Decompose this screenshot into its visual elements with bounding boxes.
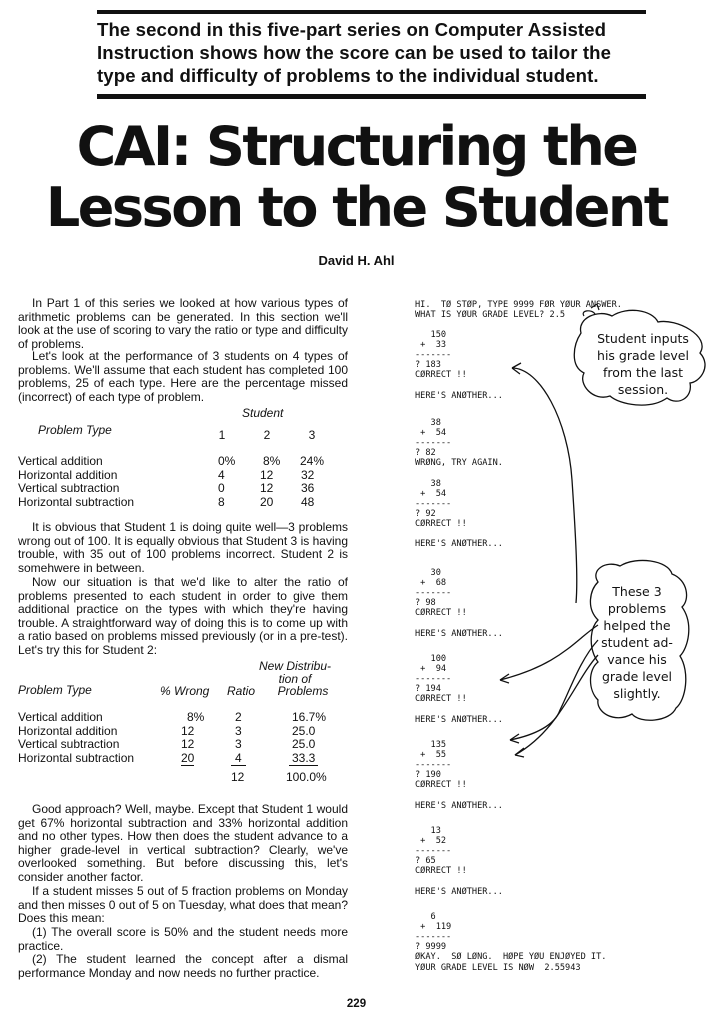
printout-line: -------: [415, 760, 452, 771]
arrow-curve: [510, 640, 598, 740]
printout-line: CØRRECT !!: [415, 866, 467, 877]
table-row-label: Horizontal addition: [18, 724, 118, 738]
deck-line: The second in this five-part series on Computer Assisted: [97, 19, 607, 40]
printout-line: -------: [415, 846, 452, 857]
table-cell: 8%: [263, 454, 281, 468]
table-row-label: Horizontal subtraction: [18, 495, 135, 509]
printout-line: + 94: [415, 664, 447, 675]
printout-line: 135: [415, 740, 447, 750]
paragraph: Good approach? Well, maybe. Except that Student 1 would get 67% horizontal subtraction and 33% horizontal addition and no other types. How then does the student advance to a higher grade-level in vertical subtraction? Clearly, we've overlooked something. But before discussing this, let's consider another factor.: [18, 802, 348, 884]
table-total: 12: [231, 770, 245, 784]
printout-line: -------: [415, 674, 452, 685]
printout-line: ? 194: [415, 684, 441, 695]
printout-line: 30: [415, 568, 441, 578]
table-cell: 24%: [300, 454, 325, 468]
deck-line: Instruction shows how the score can be used to tailor the: [97, 42, 612, 63]
printout-line: HI. TØ STØP, TYPE 9999 FØR YØUR ANSWER.: [415, 300, 622, 310]
table-cell: 12: [181, 737, 195, 751]
table-cell: 3: [235, 737, 242, 751]
printout-line: 100: [415, 654, 447, 664]
printout-line: ? 98: [415, 598, 436, 609]
printout-line: WHAT IS YØUR GRADE LEVEL? 2.5: [415, 310, 566, 320]
table-cell: 0: [218, 481, 225, 495]
table-group-header: Student: [242, 406, 284, 420]
printout-line: ØKAY. SØ LØNG. HØPE YØU ENJØYED IT.: [415, 952, 607, 963]
printout-line: -------: [415, 932, 452, 943]
note-line: from the last: [602, 365, 684, 380]
printout-line: -------: [415, 498, 452, 509]
table-cell: 4: [218, 468, 225, 482]
printout-line: CØRRECT !!: [415, 608, 467, 619]
printout-line: + 68: [415, 578, 447, 589]
table-cell: 4: [231, 751, 246, 766]
paragraph: Now our situation is that we'd like to alter the ratio of problems presented to each student in order to give them additional practice on the types with which they're having trouble. A straightforward way of doing this is to come up with a ratio based on problems missed previously (or in a pre-test). Let's try this for Student 2:: [18, 575, 348, 657]
table-cell: 25.0: [292, 724, 316, 738]
table-row-label: Vertical addition: [18, 710, 103, 724]
table-cell: 3: [235, 724, 242, 738]
arrow-curve: [515, 655, 598, 755]
printout-line: HERE'S ANØTHER...: [415, 628, 503, 639]
deck-line: type and difficulty of problems to the individual student.: [97, 65, 599, 86]
table-cell: 20: [181, 751, 195, 765]
note-line: Student inputs: [597, 331, 689, 346]
table-cell: 0%: [218, 454, 236, 468]
printout-line: + 55: [415, 750, 447, 761]
printout-line: + 54: [415, 488, 447, 499]
printout-line: HERE'S ANØTHER...: [415, 714, 503, 725]
table-row-label: Vertical subtraction: [18, 737, 120, 751]
table-row-label: Vertical addition: [18, 454, 103, 468]
note-line: his grade level: [597, 348, 689, 363]
column-header: Ratio: [227, 684, 256, 698]
printout-line: 38: [415, 478, 441, 489]
printout-line: + 119: [415, 922, 452, 933]
column-header: 2: [263, 428, 271, 442]
handwritten-note-2: [596, 583, 678, 702]
paragraph: Let's look at the performance of 3 students on 4 types of problems. We'll assume that each student has completed 100 problems, 25 of each type. Here are the percentage missed (incorrect) of each type of problem.: [18, 349, 348, 404]
printout-line: YØUR GRADE LEVEL IS NØW 2.55943: [415, 962, 581, 973]
note-line: helped the: [603, 618, 671, 633]
note-line: grade level: [601, 669, 673, 684]
note-line: vance his: [607, 652, 667, 667]
printout-line: ? 82: [415, 448, 436, 459]
note-line: slightly.: [613, 686, 661, 701]
table-row-label: Horizontal addition: [18, 468, 118, 482]
printout-line: ? 190: [415, 770, 441, 781]
table-row-label: Horizontal subtraction: [18, 751, 135, 765]
note-line: session.: [617, 382, 669, 397]
printout-line: -------: [415, 438, 452, 449]
table-cell: 32: [301, 468, 315, 482]
printout-line: + 33: [415, 340, 447, 351]
table-cell: 36: [301, 481, 315, 495]
printout-line: ? 183: [415, 360, 441, 371]
table-cell: 20: [260, 495, 274, 509]
table-cell: 12: [260, 468, 274, 482]
printout-line: 38: [415, 418, 441, 428]
paragraph: (2) The student learned the concept after a dismal performance Monday and now needs no further practice.: [18, 952, 348, 980]
page-number: 229: [346, 998, 367, 1010]
printout-line: HERE'S ANØTHER...: [415, 800, 503, 811]
table-cell: 8%: [187, 710, 205, 724]
printout-line: CØRRECT !!: [415, 780, 467, 791]
column-header: tion of: [278, 672, 312, 686]
table-cell: 48: [301, 495, 315, 509]
printout-line: HERE'S ANØTHER...: [415, 390, 503, 401]
printout-line: ? 9999: [415, 942, 447, 953]
column-header: 1: [218, 428, 226, 442]
paragraph: In Part 1 of this series we looked at how various types of arithmetic problems can be generated. In this section we'll look at the use of scoring to vary the ratio or type and difficulty of problems.: [18, 296, 348, 351]
printout-line: ? 92: [415, 508, 436, 519]
table-cell: 12: [181, 724, 195, 738]
paragraph: It is obvious that Student 1 is doing quite well—3 problems wrong out of 100. It is equally obvious that Student 3 is having trouble, with 35 out of 100 problems incorrect. Student 2 is somehwere in between.: [18, 520, 348, 575]
printout-line: -------: [415, 350, 452, 361]
column-header: Problem Type: [18, 683, 92, 697]
printout-line: -------: [415, 588, 452, 599]
handwritten-note-1: [584, 330, 702, 398]
printout-line: CØRRECT !!: [415, 694, 467, 705]
arrow-curve: [512, 368, 577, 603]
table-total: 100.0%: [286, 770, 327, 784]
printout-line: HERE'S ANØTHER...: [415, 539, 503, 550]
table-cell: 2: [235, 710, 242, 724]
printout-line: HERE'S ANØTHER...: [415, 886, 503, 897]
column-header: 3: [308, 428, 316, 442]
note-line: student ad-: [601, 635, 673, 650]
bubble-tail-2: [591, 304, 599, 310]
printout-line: + 54: [415, 428, 447, 439]
column-header: % Wrong: [160, 684, 210, 698]
printout-line: CØRRECT !!: [415, 519, 467, 529]
table-cell: 33.3: [289, 751, 318, 766]
arrow-curve: [500, 625, 598, 680]
printout-line: CØRRECT !!: [415, 370, 467, 381]
article-title-line-2: Lesson to the Student: [45, 176, 668, 239]
table-cell: 8: [218, 495, 225, 509]
column-header: New Distribu-: [258, 659, 331, 673]
printout-line: ? 65: [415, 856, 436, 867]
table-cell: 16.7%: [292, 710, 327, 724]
printout-line: + 52: [415, 836, 447, 847]
paragraph: (1) The overall score is 50% and the student needs more practice.: [18, 925, 348, 953]
paragraph: If a student misses 5 out of 5 fraction problems on Monday and then misses 0 out of 5 on Tuesday, what does that mean? Does this mean:: [18, 884, 348, 926]
table-row-label: Vertical subtraction: [18, 481, 120, 495]
article-title-line-1: CAI: Structuring the: [76, 115, 637, 178]
table-cell: 25.0: [292, 737, 316, 751]
byline: David H. Ahl: [318, 253, 395, 268]
table-cell: 12: [260, 481, 274, 495]
printout-line: WRØNG, TRY AGAIN.: [415, 458, 503, 469]
printout-line: 6: [415, 912, 436, 922]
printout-line: 150: [415, 330, 447, 340]
table-row-header: Problem Type: [38, 423, 112, 437]
column-header: Problems: [277, 684, 329, 698]
printout-line: 13: [415, 826, 441, 836]
note-line: These 3: [612, 584, 662, 599]
note-line: problems: [607, 601, 667, 616]
